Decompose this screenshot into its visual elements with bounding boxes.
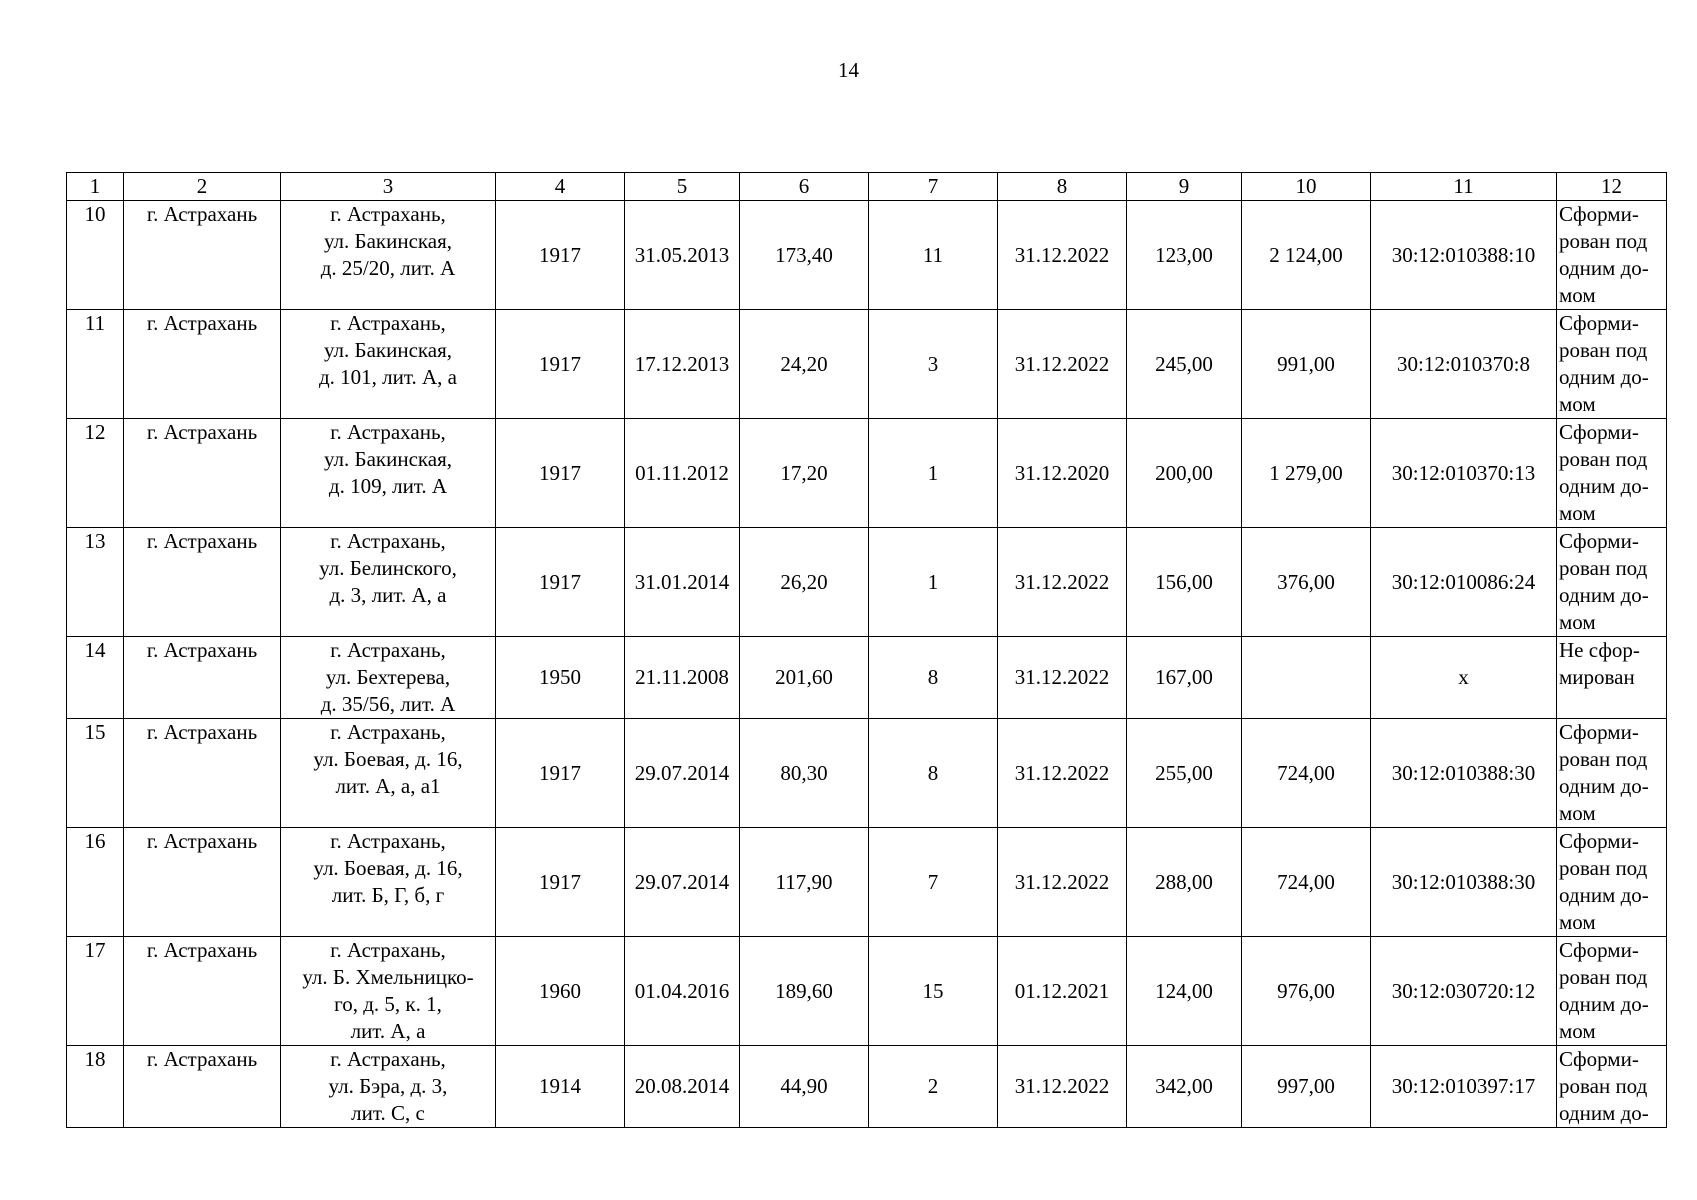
year-cell: 1917 — [496, 419, 625, 528]
status-cell — [1557, 937, 1667, 1046]
address-line: г. Астрахань, — [330, 938, 446, 962]
column-number-row — [67, 173, 1667, 201]
address-line: д. 109, лит. А — [328, 474, 448, 498]
deadline-cell: 01.12.2021 — [998, 937, 1127, 1046]
table-row — [67, 637, 1667, 719]
address-line: г. Астрахань, — [330, 829, 446, 853]
cadastral-number-cell: 30:12:010370:8 — [1371, 310, 1557, 419]
deadline-cell: 31.12.2022 — [998, 1046, 1127, 1128]
value-cell-9: 156,00 — [1127, 528, 1242, 637]
column-header: 8 — [998, 173, 1127, 201]
status-line: Сформи- — [1559, 529, 1639, 553]
date-cell: 29.07.2014 — [625, 828, 740, 937]
year-cell: 1917 — [496, 310, 625, 419]
address-line: г. Астрахань, — [330, 420, 446, 444]
status-cell — [1557, 828, 1667, 937]
status-line: Сформи- — [1559, 829, 1639, 853]
count-cell: 11 — [869, 201, 998, 310]
locality-cell: г. Астрахань — [124, 310, 281, 419]
status-line: одним до- — [1559, 256, 1649, 280]
address-cell — [281, 1046, 496, 1128]
address-line: ул. Боевая, д. 16, — [313, 747, 463, 771]
address-line: лит. Б, Г, б, г — [331, 883, 445, 907]
address-cell — [281, 719, 496, 828]
value-cell-9: 124,00 — [1127, 937, 1242, 1046]
year-cell: 1917 — [496, 828, 625, 937]
count-cell: 15 — [869, 937, 998, 1046]
table-row — [67, 419, 1667, 528]
status-line: мом — [1559, 501, 1596, 525]
cadastral-number-cell: 30:12:030720:12 — [1371, 937, 1557, 1046]
area-cell: 173,40 — [740, 201, 869, 310]
status-line: рован под — [1559, 965, 1648, 989]
status-line: Сформи- — [1559, 1047, 1639, 1071]
locality-cell: г. Астрахань — [124, 1046, 281, 1128]
value-cell-10: 997,00 — [1242, 1046, 1371, 1128]
locality-cell: г. Астрахань — [124, 719, 281, 828]
status-line: рован под — [1559, 338, 1648, 362]
date-cell: 01.04.2016 — [625, 937, 740, 1046]
column-header: 1 — [67, 173, 124, 201]
address-line: ул. Бехтерева, — [325, 665, 451, 689]
address-line: лит. А, а, а1 — [335, 774, 441, 798]
status-cell — [1557, 201, 1667, 310]
address-line: лит. А, а — [350, 1019, 426, 1043]
address-line: д. 25/20, лит. А — [320, 256, 456, 280]
status-line: одним до- — [1559, 1101, 1649, 1125]
deadline-cell: 31.12.2022 — [998, 310, 1127, 419]
status-cell — [1557, 637, 1667, 719]
value-cell-10: 724,00 — [1242, 719, 1371, 828]
status-line: одним до- — [1559, 992, 1649, 1016]
value-cell-9: 123,00 — [1127, 201, 1242, 310]
count-cell: 7 — [869, 828, 998, 937]
address-line: д. 35/56, лит. А — [320, 692, 456, 716]
status-line: одним до- — [1559, 774, 1649, 798]
deadline-cell: 31.12.2022 — [998, 637, 1127, 719]
area-cell: 26,20 — [740, 528, 869, 637]
address-line: д. 3, лит. А, а — [329, 583, 447, 607]
status-cell — [1557, 719, 1667, 828]
address-cell — [281, 201, 496, 310]
value-cell-9: 288,00 — [1127, 828, 1242, 937]
area-cell: 44,90 — [740, 1046, 869, 1128]
status-line: Сформи- — [1559, 420, 1639, 444]
status-line: Сформи- — [1559, 311, 1639, 335]
table-body — [67, 173, 1667, 1128]
status-line: рован под — [1559, 229, 1648, 253]
status-line: мирован — [1559, 665, 1635, 689]
status-cell — [1557, 310, 1667, 419]
row-number-cell: 15 — [67, 719, 124, 828]
value-cell-10: 2 124,00 — [1242, 201, 1371, 310]
value-cell-9: 200,00 — [1127, 419, 1242, 528]
column-header: 5 — [625, 173, 740, 201]
address-line: г. Астрахань, — [330, 720, 446, 744]
status-cell — [1557, 419, 1667, 528]
address-line: ул. Белинского, — [319, 556, 457, 580]
date-cell: 29.07.2014 — [625, 719, 740, 828]
date-cell: 01.11.2012 — [625, 419, 740, 528]
count-cell: 1 — [869, 528, 998, 637]
status-line: Сформи- — [1559, 202, 1639, 226]
cadastral-number-cell: 30:12:010370:13 — [1371, 419, 1557, 528]
deadline-cell: 31.12.2022 — [998, 528, 1127, 637]
address-cell — [281, 637, 496, 719]
row-number-cell: 13 — [67, 528, 124, 637]
address-cell — [281, 310, 496, 419]
address-line: г. Астрахань, — [330, 202, 446, 226]
row-number-cell: 17 — [67, 937, 124, 1046]
area-cell: 201,60 — [740, 637, 869, 719]
table-row — [67, 828, 1667, 937]
address-line: лит. С, с — [351, 1101, 425, 1125]
status-line: одним до- — [1559, 365, 1649, 389]
status-line: рован под — [1559, 447, 1648, 471]
value-cell-10: 991,00 — [1242, 310, 1371, 419]
area-cell: 24,20 — [740, 310, 869, 419]
column-header: 3 — [281, 173, 496, 201]
year-cell: 1950 — [496, 637, 625, 719]
table-row — [67, 201, 1667, 310]
column-header: 2 — [124, 173, 281, 201]
count-cell: 3 — [869, 310, 998, 419]
value-cell-9: 342,00 — [1127, 1046, 1242, 1128]
value-cell-10: 976,00 — [1242, 937, 1371, 1046]
row-number-cell: 10 — [67, 201, 124, 310]
locality-cell: г. Астрахань — [124, 828, 281, 937]
row-number-cell: 16 — [67, 828, 124, 937]
cadastral-number-cell: 30:12:010388:10 — [1371, 201, 1557, 310]
status-line: Сформи- — [1559, 938, 1639, 962]
table-row — [67, 310, 1667, 419]
status-line: мом — [1559, 610, 1596, 634]
deadline-cell: 31.12.2020 — [998, 419, 1127, 528]
address-line: г. Астрахань, — [330, 529, 446, 553]
table-row — [67, 528, 1667, 637]
table-row — [67, 937, 1667, 1046]
address-line: ул. Боевая, д. 16, — [313, 856, 463, 880]
status-cell — [1557, 528, 1667, 637]
column-header: 9 — [1127, 173, 1242, 201]
year-cell: 1917 — [496, 719, 625, 828]
deadline-cell: 31.12.2022 — [998, 719, 1127, 828]
status-line: мом — [1559, 910, 1596, 934]
date-cell: 17.12.2013 — [625, 310, 740, 419]
value-cell-10: 1 279,00 — [1242, 419, 1371, 528]
count-cell: 8 — [869, 719, 998, 828]
column-header: 6 — [740, 173, 869, 201]
area-cell: 189,60 — [740, 937, 869, 1046]
locality-cell: г. Астрахань — [124, 937, 281, 1046]
cadastral-number-cell: 30:12:010388:30 — [1371, 828, 1557, 937]
status-line: одним до- — [1559, 883, 1649, 907]
date-cell: 21.11.2008 — [625, 637, 740, 719]
year-cell: 1917 — [496, 528, 625, 637]
status-line: рован под — [1559, 556, 1648, 580]
date-cell: 31.01.2014 — [625, 528, 740, 637]
status-line: мом — [1559, 283, 1596, 307]
column-header: 4 — [496, 173, 625, 201]
value-cell-10: 376,00 — [1242, 528, 1371, 637]
date-cell: 20.08.2014 — [625, 1046, 740, 1128]
date-cell: 31.05.2013 — [625, 201, 740, 310]
address-line: г. Астрахань, — [330, 311, 446, 335]
locality-cell: г. Астрахань — [124, 528, 281, 637]
status-line: рован под — [1559, 1074, 1648, 1098]
status-line: мом — [1559, 801, 1596, 825]
address-cell — [281, 528, 496, 637]
area-cell: 117,90 — [740, 828, 869, 937]
locality-cell: г. Астрахань — [124, 419, 281, 528]
cadastral-number-cell: 30:12:010397:17 — [1371, 1046, 1557, 1128]
value-cell-9: 245,00 — [1127, 310, 1242, 419]
count-cell: 2 — [869, 1046, 998, 1128]
row-number-cell: 11 — [67, 310, 124, 419]
status-cell — [1557, 1046, 1667, 1128]
column-header: 7 — [869, 173, 998, 201]
address-line: д. 101, лит. А, а — [319, 365, 457, 389]
table-row — [67, 1046, 1667, 1128]
column-header: 11 — [1371, 173, 1557, 201]
status-line: Сформи- — [1559, 720, 1639, 744]
address-line: ул. Бэра, д. 3, — [328, 1074, 448, 1098]
page-number: 14 — [838, 58, 859, 82]
address-line: ул. Бакинская, — [323, 338, 453, 362]
housing-registry-table — [66, 172, 1667, 1128]
address-cell — [281, 419, 496, 528]
value-cell-10: 724,00 — [1242, 828, 1371, 937]
count-cell: 1 — [869, 419, 998, 528]
address-line: ул. Бакинская, — [323, 229, 453, 253]
deadline-cell: 31.12.2022 — [998, 828, 1127, 937]
deadline-cell: 31.12.2022 — [998, 201, 1127, 310]
status-line: мом — [1559, 1019, 1596, 1043]
address-line: г. Астрахань, — [330, 1047, 446, 1071]
address-cell — [281, 828, 496, 937]
value-cell-9: 167,00 — [1127, 637, 1242, 719]
year-cell: 1960 — [496, 937, 625, 1046]
status-line: рован под — [1559, 856, 1648, 880]
status-line: Не сфор- — [1559, 638, 1640, 662]
year-cell: 1917 — [496, 201, 625, 310]
count-cell: 8 — [869, 637, 998, 719]
cadastral-number-cell: 30:12:010388:30 — [1371, 719, 1557, 828]
column-header: 12 — [1557, 173, 1667, 201]
row-number-cell: 18 — [67, 1046, 124, 1128]
status-line: одним до- — [1559, 474, 1649, 498]
cadastral-number-cell: 30:12:010086:24 — [1371, 528, 1557, 637]
address-line: ул. Бакинская, — [323, 447, 453, 471]
locality-cell: г. Астрахань — [124, 637, 281, 719]
address-line: ул. Б. Хмельницко- — [302, 965, 474, 989]
address-cell — [281, 937, 496, 1046]
address-line: г. Астрахань, — [330, 638, 446, 662]
row-number-cell: 14 — [67, 637, 124, 719]
table-row — [67, 719, 1667, 828]
cadastral-number-cell: х — [1371, 637, 1557, 719]
status-line: рован под — [1559, 747, 1648, 771]
column-header: 10 — [1242, 173, 1371, 201]
status-line: одним до- — [1559, 583, 1649, 607]
value-cell-9: 255,00 — [1127, 719, 1242, 828]
row-number-cell: 12 — [67, 419, 124, 528]
address-line: го, д. 5, к. 1, — [334, 992, 442, 1016]
locality-cell: г. Астрахань — [124, 201, 281, 310]
area-cell: 17,20 — [740, 419, 869, 528]
value-cell-10 — [1242, 637, 1371, 719]
status-line: мом — [1559, 392, 1596, 416]
year-cell: 1914 — [496, 1046, 625, 1128]
area-cell: 80,30 — [740, 719, 869, 828]
